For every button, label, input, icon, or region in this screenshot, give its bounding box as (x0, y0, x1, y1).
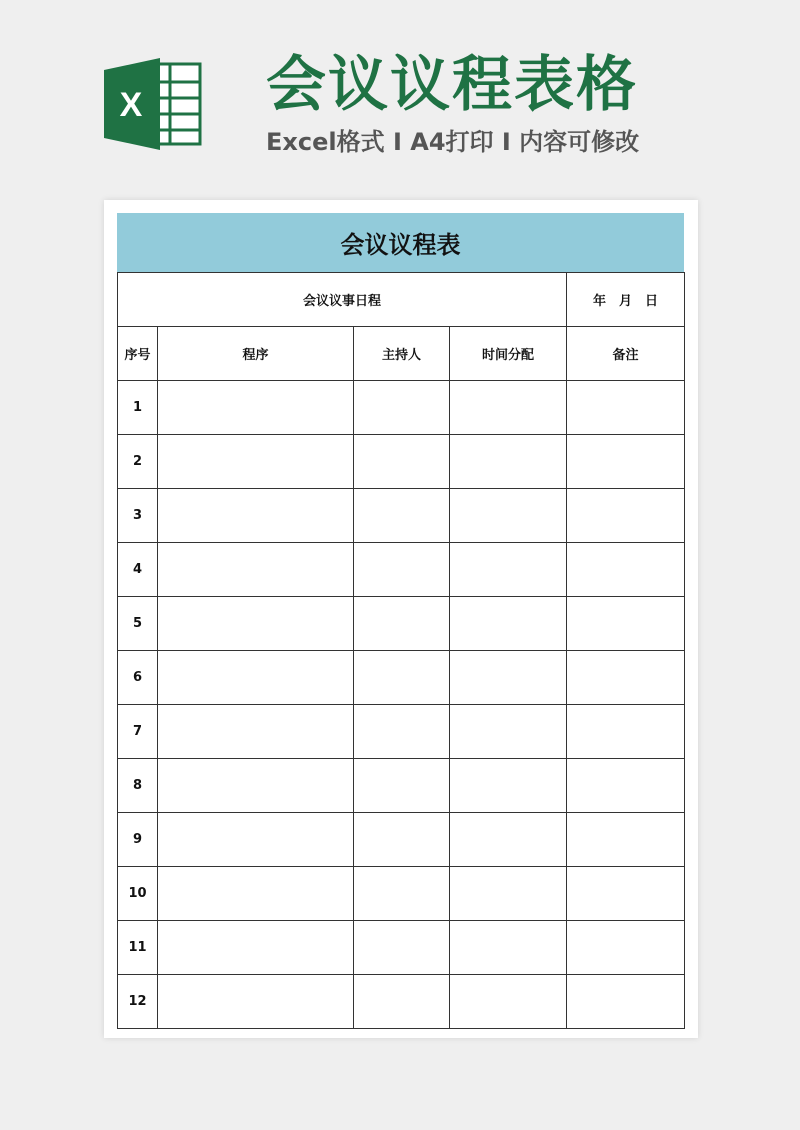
excel-icon (104, 58, 204, 150)
time-cell[interactable] (450, 489, 567, 543)
time-cell[interactable] (450, 543, 567, 597)
host-cell[interactable] (354, 921, 450, 975)
program-cell[interactable] (158, 381, 354, 435)
host-cell[interactable] (354, 435, 450, 489)
host-cell[interactable] (354, 543, 450, 597)
row-number[interactable]: 8 (118, 759, 158, 813)
table-row (118, 975, 685, 1029)
program-cell[interactable] (158, 975, 354, 1029)
host-cell[interactable] (354, 975, 450, 1029)
program-cell[interactable] (158, 813, 354, 867)
program-cell[interactable] (158, 597, 354, 651)
program-cell[interactable] (158, 489, 354, 543)
col-header-notes[interactable]: 备注 (567, 327, 685, 381)
program-cell[interactable] (158, 543, 354, 597)
row-number[interactable]: 7 (118, 705, 158, 759)
table-row (118, 813, 685, 867)
notes-cell[interactable] (567, 705, 685, 759)
time-cell[interactable] (450, 381, 567, 435)
notes-cell[interactable] (567, 543, 685, 597)
notes-cell[interactable] (567, 651, 685, 705)
page-header (0, 0, 800, 190)
row-number[interactable]: 9 (118, 813, 158, 867)
program-cell[interactable] (158, 867, 354, 921)
notes-cell[interactable] (567, 597, 685, 651)
time-cell[interactable] (450, 597, 567, 651)
program-cell[interactable] (158, 921, 354, 975)
table-row (118, 867, 685, 921)
excel-logo-letter: X (119, 86, 143, 124)
table-row (118, 759, 685, 813)
col-header-seq[interactable]: 序号 (118, 327, 158, 381)
notes-cell[interactable] (567, 489, 685, 543)
time-cell[interactable] (450, 921, 567, 975)
notes-cell[interactable] (567, 435, 685, 489)
notes-cell[interactable] (567, 813, 685, 867)
table-row (118, 435, 685, 489)
row-number[interactable]: 12 (118, 975, 158, 1029)
spreadsheet-paper (104, 200, 698, 1038)
row-number[interactable]: 1 (118, 381, 158, 435)
host-cell[interactable] (354, 813, 450, 867)
agenda-table (117, 272, 685, 1029)
row-number[interactable]: 2 (118, 435, 158, 489)
time-cell[interactable] (450, 435, 567, 489)
row-number[interactable]: 11 (118, 921, 158, 975)
page-subtitle: Excel格式 I A4打印 I 内容可修改 (266, 128, 640, 156)
header-row (118, 327, 685, 381)
table-row (118, 381, 685, 435)
time-cell[interactable] (450, 813, 567, 867)
meeting-agenda-label[interactable]: 会议议事日程 (118, 273, 567, 327)
notes-cell[interactable] (567, 867, 685, 921)
col-header-host[interactable]: 主持人 (354, 327, 450, 381)
program-cell[interactable] (158, 759, 354, 813)
table-row (118, 921, 685, 975)
table-row (118, 705, 685, 759)
row-number[interactable]: 5 (118, 597, 158, 651)
notes-cell[interactable] (567, 759, 685, 813)
time-cell[interactable] (450, 759, 567, 813)
time-cell[interactable] (450, 651, 567, 705)
host-cell[interactable] (354, 651, 450, 705)
table-row (118, 597, 685, 651)
info-row (118, 273, 685, 327)
program-cell[interactable] (158, 651, 354, 705)
time-cell[interactable] (450, 705, 567, 759)
row-number[interactable]: 6 (118, 651, 158, 705)
host-cell[interactable] (354, 489, 450, 543)
col-header-program[interactable]: 程序 (158, 327, 354, 381)
host-cell[interactable] (354, 759, 450, 813)
host-cell[interactable] (354, 381, 450, 435)
host-cell[interactable] (354, 597, 450, 651)
time-cell[interactable] (450, 867, 567, 921)
notes-cell[interactable] (567, 921, 685, 975)
host-cell[interactable] (354, 705, 450, 759)
table-row (118, 489, 685, 543)
host-cell[interactable] (354, 867, 450, 921)
notes-cell[interactable] (567, 381, 685, 435)
program-cell[interactable] (158, 435, 354, 489)
col-header-time[interactable]: 时间分配 (450, 327, 567, 381)
date-cell[interactable]: 年 月 日 (567, 273, 685, 327)
time-cell[interactable] (450, 975, 567, 1029)
notes-cell[interactable] (567, 975, 685, 1029)
row-number[interactable]: 10 (118, 867, 158, 921)
program-cell[interactable] (158, 705, 354, 759)
row-number[interactable]: 3 (118, 489, 158, 543)
sheet-title: 会议议程表 (117, 213, 684, 272)
table-row (118, 651, 685, 705)
page-title: 会议议程表格 (266, 50, 638, 120)
table-row (118, 543, 685, 597)
row-number[interactable]: 4 (118, 543, 158, 597)
